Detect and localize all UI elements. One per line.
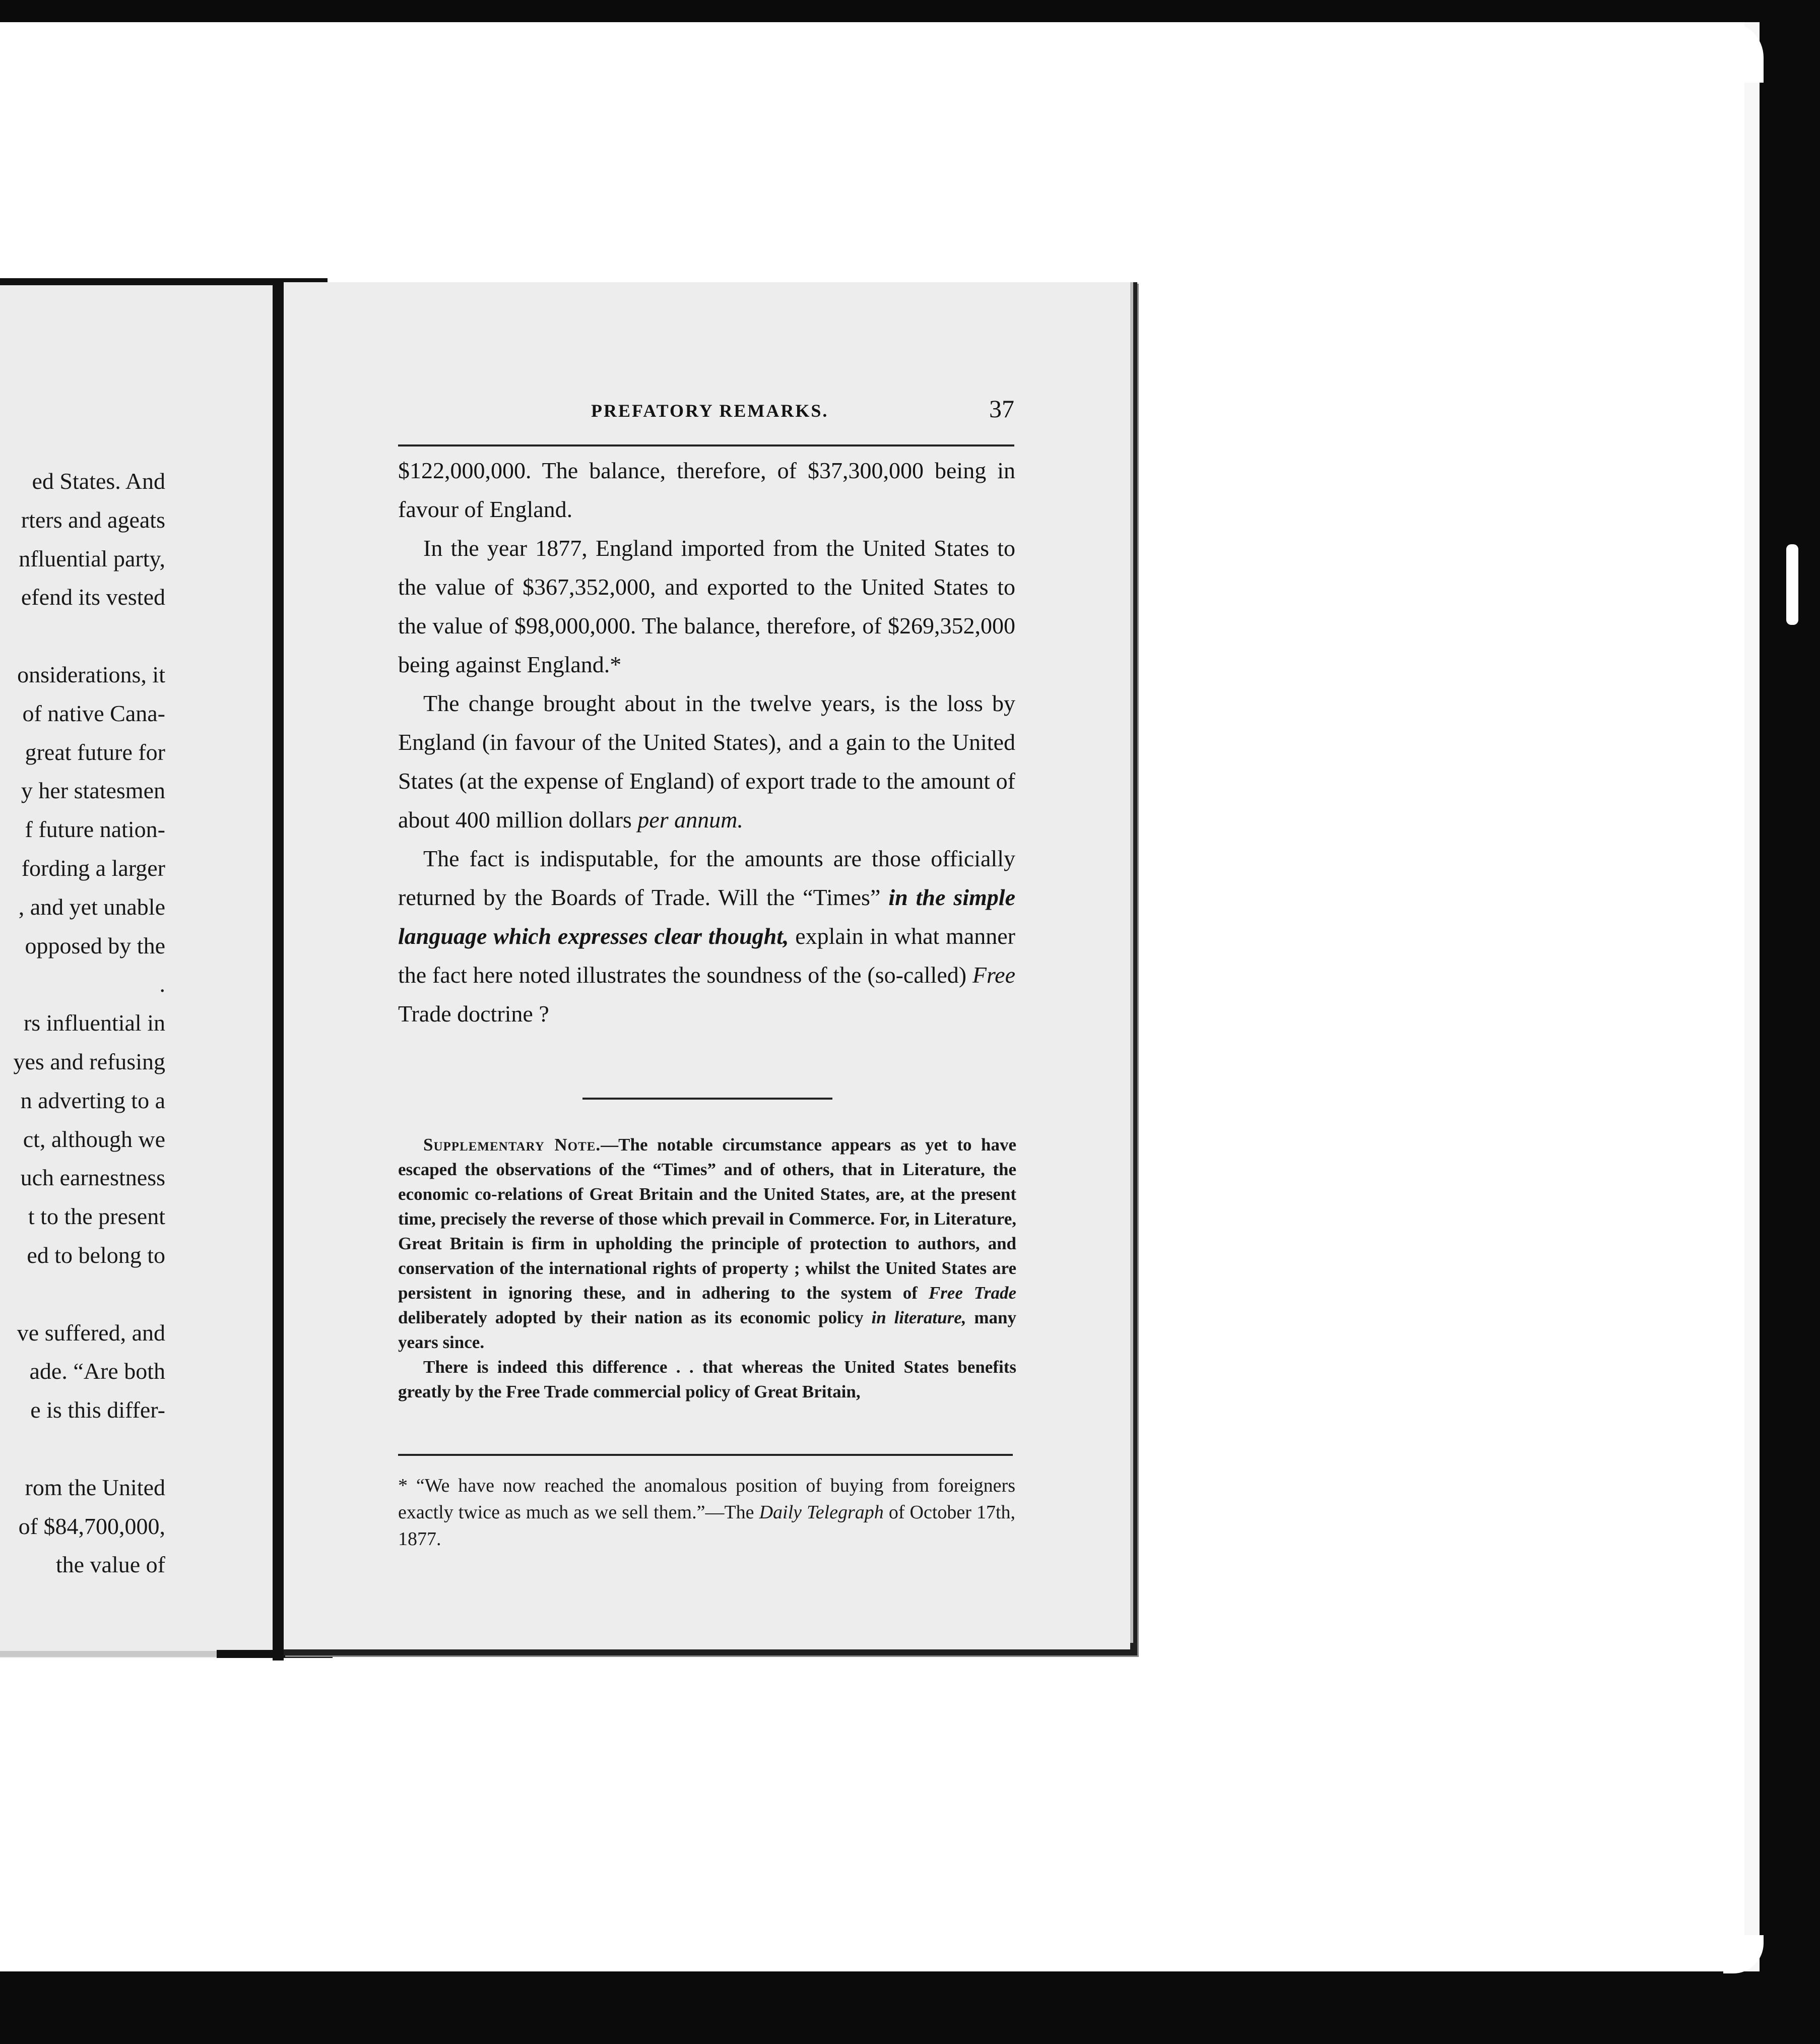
facing-page-line: of $84,700,000, bbox=[18, 1513, 165, 1539]
facing-page-line: rters and ageats bbox=[21, 506, 165, 533]
facing-page-line: onsiderations, it bbox=[17, 662, 165, 687]
paragraph-2: In the year 1877, England imported from the United States to the value of $367,352,000, and exported to the United States to the value of $98,000,000. The balance, therefore, of $269,352,000 being against England.* bbox=[398, 535, 1015, 677]
paragraph-4-start: The fact is indisputable, for the amounts are those officially returned by the Boards of Trade. Will the “Times” bbox=[398, 846, 1015, 910]
facing-page-line: y her statesmen bbox=[21, 778, 165, 804]
page-number: 37 bbox=[989, 395, 1014, 423]
footnote-source-italic: Daily Telegraph bbox=[759, 1502, 884, 1523]
running-head: PREFATORY REMARKS. bbox=[591, 401, 829, 421]
facing-page-line: opposed by the bbox=[25, 932, 165, 959]
main-text bbox=[398, 451, 1015, 1033]
scan-frame-top bbox=[0, 0, 1820, 22]
facing-page-line: of native Cana- bbox=[22, 700, 165, 726]
quoted-phrase: in the simple language which expresses clear thought, bbox=[398, 884, 1015, 949]
paragraph-4-mid: explain in what manner the fact here noted illustrates the soundness of the (so-called) bbox=[398, 923, 1015, 988]
facing-page-line: the value of bbox=[55, 1552, 165, 1578]
footnote-paragraph bbox=[398, 1473, 1015, 1553]
supplementary-note bbox=[398, 1132, 1016, 1404]
facing-page-line: ct, although we bbox=[23, 1126, 165, 1152]
facing-page-line: fording a larger bbox=[21, 855, 165, 881]
note-paragraph-2: There is indeed this difference . . that whereas the United States benefits greatly by the Free Trade commercial policy of Great Britain, bbox=[398, 1357, 1016, 1401]
facing-page-line: ed to belong to bbox=[27, 1242, 165, 1268]
per-annum-italic: per annum. bbox=[637, 807, 743, 833]
note-text-1: —The notable circumstance appears as yet to have escaped the observations of the “Times” and of others, that in Literature, the economic co-relations of Great Britain and the United States, are, at the present time, precisely the reverse of those which prevail in Commerce. For, in Literature, Great Britain is firm in upholding the principle of protection to authors, and conservation of the international rights of property ; whilst the United States are persistent in ignoring these, and in adhering to the system of bbox=[398, 1135, 1016, 1303]
facing-page-line: yes and refusing bbox=[13, 1049, 165, 1074]
facing-page-line: nfluential party, bbox=[19, 545, 165, 571]
facing-page-line: ve suffered, and bbox=[17, 1319, 165, 1346]
facing-page-line: n adverting to a bbox=[20, 1087, 165, 1113]
paragraph-4-end: Trade doctrine ? bbox=[398, 1001, 549, 1027]
scan-edge-mark bbox=[1786, 544, 1798, 625]
facing-page-line: great future for bbox=[25, 739, 165, 765]
facing-page-bottom-edge bbox=[0, 1651, 217, 1657]
facing-page-line: ade. “Are both bbox=[29, 1358, 165, 1384]
note-italic-2: in literature, bbox=[871, 1308, 966, 1327]
note-text-3: many years since. bbox=[398, 1308, 1017, 1352]
note-text-2: deliberately adopted by their nation as its economic policy bbox=[398, 1308, 864, 1327]
facing-page-line: uch earnestness bbox=[20, 1165, 165, 1191]
paragraph-3 bbox=[398, 684, 1015, 839]
paragraph-4 bbox=[398, 839, 1015, 1033]
book-spine bbox=[273, 282, 284, 1660]
header-rule bbox=[398, 444, 1014, 446]
paragraph-1: $122,000,000. The balance, therefore, of $37,300,000 being in favour of England. bbox=[398, 458, 1015, 522]
free-italic: Free bbox=[972, 962, 1016, 988]
facing-page-line: rom the United bbox=[25, 1474, 165, 1500]
note-italic-1: Free Trade bbox=[928, 1283, 1016, 1303]
facing-page-line: ed States. And bbox=[32, 468, 165, 494]
section-separator bbox=[582, 1098, 832, 1100]
note-label: Supplementary Note. bbox=[423, 1135, 601, 1155]
scan-frame-bottom bbox=[0, 1971, 1820, 2044]
facing-page-line: rs influential in bbox=[23, 1010, 165, 1036]
page-fore-edge bbox=[1130, 282, 1133, 1643]
scan-frame-right bbox=[1760, 0, 1820, 2044]
footnote bbox=[398, 1473, 1015, 1553]
footnote-date: of October 17th, 1877. bbox=[398, 1502, 1016, 1550]
facing-page-line: efend its vested bbox=[21, 584, 165, 610]
note-paragraph-1 bbox=[398, 1132, 1016, 1355]
facing-page-line: f future nation- bbox=[25, 816, 165, 843]
facing-page-left bbox=[0, 282, 276, 1658]
footnote-rule bbox=[398, 1454, 1013, 1456]
scan-margin-strip bbox=[1744, 22, 1760, 1971]
facing-page-line: t to the present bbox=[28, 1203, 165, 1230]
facing-page-line: . bbox=[159, 971, 165, 997]
paragraph-3-text: The change brought about in the twelve years, is the loss by England (in favour of the United States), and a gain to the United States (at the expense of England) of export trade to the amount of about 400 million dollars bbox=[398, 690, 1015, 833]
facing-page-line: , and yet unable bbox=[18, 893, 165, 920]
footnote-text: * “We have now reached the anomalous position of buying from foreigners exactly twice as much as we sell them.”—The bbox=[398, 1475, 1015, 1523]
facing-page-line: e is this differ- bbox=[30, 1397, 165, 1423]
